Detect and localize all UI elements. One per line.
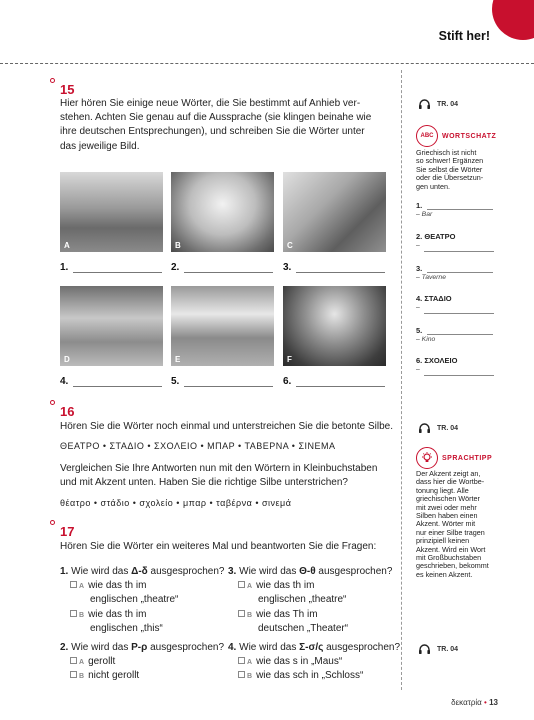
vocab-item-3[interactable]: 3. – Taverne <box>416 264 422 273</box>
vocab-item-2[interactable]: 2. ΘΕΑΤΡΟ – <box>416 232 455 241</box>
exercise-16-compare-text: Vergleichen Sie Ihre Antworten nun mit den Wörtern in Kleinbuchstaben und mit Akzent unten. Haben Sie die richtige Silbe unterstrichen? <box>60 463 378 489</box>
question-1: 1. Wie wird das Δ-δ ausgesprochen? <box>60 566 225 577</box>
page-title: Stift her! <box>438 29 490 43</box>
photo-a-theatre: A <box>60 172 163 252</box>
q1-option-b[interactable]: B wie das th im <box>70 608 146 623</box>
sprachtipp-text: Der Akzent zeigt an, dass hier die Wortbe- tonung liegt. Alle griechischen Wörter mit zwei oder mehr Silben haben einen Akzent. Wörter mit nur einer Silbe tragen prinzipiell keinen Akzent. Wird ein Wort mit Großbuchstaben geschrieben, bekommt es keinen Akzent. <box>416 469 489 579</box>
checkbox[interactable] <box>238 657 245 664</box>
q4-option-a[interactable]: A wie das s in „Maus“ <box>238 655 342 670</box>
photo-e-taverna: E <box>171 286 274 366</box>
vocab-item-4[interactable]: 4. ΣΤΑΔΙΟ – <box>416 294 452 303</box>
q3-option-a-cont: englischen „theatre“ <box>258 594 347 605</box>
answer-6[interactable]: 6. <box>283 376 291 387</box>
checkbox[interactable] <box>70 657 77 664</box>
question-3: 3. Wie wird das Θ-θ ausgesprochen? <box>228 566 393 577</box>
track-label-16[interactable]: TR. 04 <box>418 422 458 434</box>
photo-c-school: C <box>283 172 386 252</box>
q2-option-b[interactable]: B nicht gerollt <box>70 669 139 684</box>
track-label-15[interactable]: TR. 04 <box>418 98 458 110</box>
header-divider <box>0 63 534 64</box>
exercise-17-instructions: Hören Sie die Wörter ein weiteres Mal und beantworten Sie die Fragen: <box>60 541 377 552</box>
sprachtipp-heading: SPRACHTIPP <box>442 455 493 462</box>
vocab-item-1[interactable]: 1. – Bar <box>416 201 422 210</box>
wortschatz-text: Griechisch ist nicht so schwer! Ergänzen Sie selbst die Wörter oder die Übersetzun- gen unten. <box>416 148 484 191</box>
q3-option-b-cont: deutschen „Theater“ <box>258 623 349 634</box>
answer-5[interactable]: 5. <box>171 376 179 387</box>
checkbox[interactable] <box>70 581 77 588</box>
q2-option-a[interactable]: A gerollt <box>70 655 115 670</box>
q1-option-a[interactable]: A wie das th im <box>70 579 146 594</box>
exercise-15-instructions: Hier hören Sie einige neue Wörter, die Sie bestimmt auf Anhieb ver- stehen. Achten Sie genau auf die Aussprache (sie klingen beinahe wie ihre deutschen Entsprechungen), und schreiben Sie die Wörter unter das jeweilige Bild. <box>60 98 372 152</box>
question-2: 2. Wie wird das Ρ-ρ ausgesprochen? <box>60 642 225 653</box>
photo-b-stadium: B <box>171 172 274 252</box>
exercise-17-number: 17 <box>60 524 74 539</box>
page-footer: δεκατρία • 13 <box>451 698 498 707</box>
corner-circle-decoration <box>492 0 534 40</box>
answer-3[interactable]: 3. <box>283 262 291 273</box>
photo-d-bar: D <box>60 286 163 366</box>
greek-words-uppercase: ΘΕΑΤΡΟ • ΣΤΑΔΙΟ • ΣΧΟΛΕΙΟ • ΜΠΑΡ • ΤΑΒΕΡΝΑ • ΣΙΝΕΜΑ <box>60 441 336 451</box>
answer-2[interactable]: 2. <box>171 262 179 273</box>
q1-option-b-cont: englischen „this“ <box>90 623 163 634</box>
checkbox[interactable] <box>238 671 245 678</box>
answer-4[interactable]: 4. <box>60 376 68 387</box>
photo-f-cinema: F <box>283 286 386 366</box>
lightbulb-icon <box>416 447 438 469</box>
vocab-item-6[interactable]: 6. ΣΧΟΛΕΙΟ – <box>416 356 457 365</box>
checkbox[interactable] <box>238 610 245 617</box>
greek-words-lowercase: θέατρο • στάδιο • σχολείο • μπαρ • ταβέρνα • σινεμά <box>60 498 292 508</box>
vocab-item-5[interactable]: 5. – Kino <box>416 326 422 335</box>
exercise-16-instructions: Hören Sie die Wörter noch einmal und unterstreichen Sie die betonte Silbe. <box>60 421 393 432</box>
q3-option-b[interactable]: B wie das Th im <box>238 608 318 623</box>
checkbox[interactable] <box>238 581 245 588</box>
q4-option-b[interactable]: B wie das sch in „Schloss“ <box>238 669 363 684</box>
checkbox[interactable] <box>70 610 77 617</box>
abc-icon: ABC <box>416 125 438 147</box>
headphones-icon <box>418 422 431 434</box>
question-4: 4. Wie wird das Σ-σ/ς ausgesprochen? <box>228 642 401 653</box>
headphones-icon <box>418 98 431 110</box>
exercise-16-number: 16 <box>60 404 74 419</box>
q3-option-a[interactable]: A wie das th im <box>238 579 314 594</box>
checkbox[interactable] <box>70 671 77 678</box>
track-label-17[interactable]: TR. 04 <box>418 643 458 655</box>
q1-option-a-cont: englischen „theatre“ <box>90 594 179 605</box>
headphones-icon <box>418 643 431 655</box>
answer-1[interactable]: 1. <box>60 262 68 273</box>
wortschatz-heading: WORTSCHATZ <box>442 133 497 140</box>
exercise-15-number: 15 <box>60 82 74 97</box>
sidebar-divider <box>401 70 402 690</box>
